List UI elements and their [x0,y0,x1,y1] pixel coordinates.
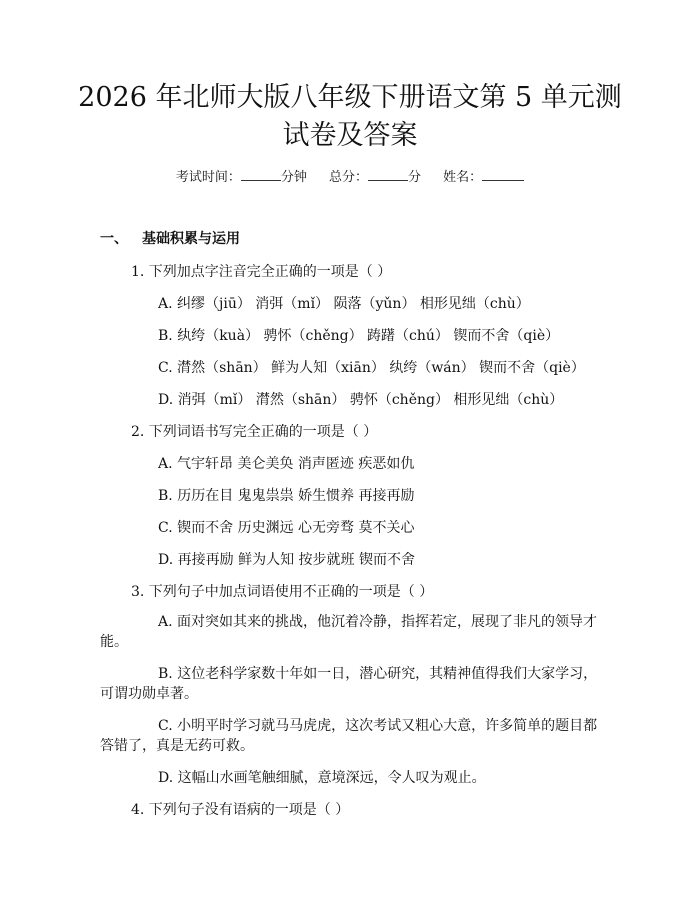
option-b: B. 纨绔（kuà） 骋怀（chěng） 踌躇（chú） 锲而不舍（qiè） [158,328,560,344]
time-label: 考试时间： [175,170,241,185]
time-field [176,168,307,188]
question-stem: 1. 下列加点字注音完全正确的一项是（ ） [131,264,392,280]
option-d: D. 再接再励 鲜为人知 按步就班 锲而不舍 [158,552,415,568]
option-c-line2: 答错了，真是无药可救。 [100,738,254,754]
option-a: A. 气宇轩昂 美仑美奂 消声匿迹 疾恶如仇 [158,456,415,472]
score-label: 总分： [328,170,368,185]
section-number: 一、 [100,231,128,247]
exam-meta [0,168,700,188]
option-d: D. 这幅山水画笔触细腻，意境深远，令人叹为观止。 [158,770,486,786]
name-blank[interactable] [482,168,524,181]
option-c-line1: C. 小明平时学习就马马虎虎，这次考试又粗心大意，许多简单的题目都 [158,718,598,734]
section-title: 基础积累与运用 [142,231,240,247]
option-a-line1: A. 面对突如其来的挑战，他沉着冷静，指挥若定，展现了非凡的领导才 [158,614,598,630]
option-b-line2: 可谓功勋卓著。 [100,686,198,702]
name-field [443,168,524,188]
option-b: B. 历历在目 鬼鬼祟祟 娇生惯养 再接再励 [158,488,415,504]
score-field [329,168,421,188]
time-blank[interactable] [241,168,281,181]
option-c: C. 潸然（shān） 鲜为人知（xiān） 纨绔（wán） 锲而不舍（qiè） [158,360,585,376]
exam-title-line2: 试卷及答案 [282,120,418,151]
option-c: C. 锲而不舍 历史渊远 心无旁骛 莫不关心 [158,520,415,536]
name-label: 姓名： [443,170,483,185]
option-a-line2: 能。 [100,634,128,650]
score-blank[interactable] [368,168,408,181]
question-stem: 4. 下列句子没有语病的一项是（ ） [131,802,350,818]
time-unit: 分钟 [280,170,307,185]
exam-title-line1: 2026 年北师大版八年级下册语文第 5 单元测 [78,82,622,113]
option-d: D. 消弭（mǐ） 潸然（shān） 骋怀（chěng） 相形见绌（chù） [158,392,564,408]
question-stem: 3. 下列句子中加点词语使用不正确的一项是（ ） [131,584,434,600]
question-stem: 2. 下列词语书写完全正确的一项是（ ） [131,424,378,440]
option-a: A. 纠缪（jiū） 消弭（mǐ） 陨落（yǔn） 相形见绌（chù） [158,296,530,312]
option-b-line1: B. 这位老科学家数十年如一日，潜心研究，其精神值得我们大家学习， [158,666,598,682]
score-unit: 分 [408,170,422,185]
section-heading [100,228,240,248]
